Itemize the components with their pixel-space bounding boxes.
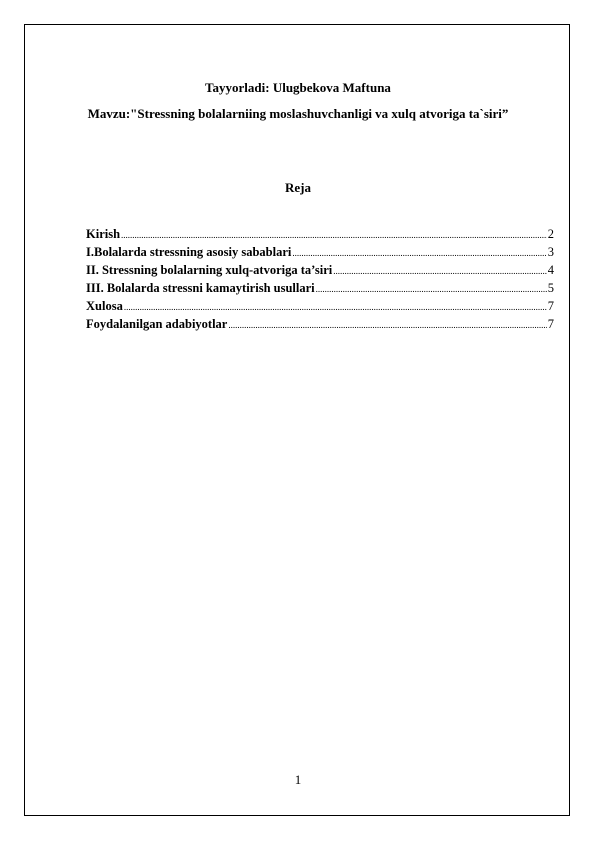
page-number: 1	[294, 772, 302, 787]
toc-dot-leader	[124, 302, 547, 312]
table-of-contents	[86, 227, 554, 335]
toc-entry-xulosa	[86, 299, 554, 317]
toc-entry-page: 5	[547, 281, 554, 295]
toc-dot-leader	[333, 266, 547, 276]
toc-entry-title: Xulosa	[86, 299, 123, 313]
toc-entry-title: Kirish	[86, 227, 121, 241]
toc-dot-leader	[292, 248, 546, 258]
toc-entry-title: III. Bolalarda stressni kamaytirish usullari	[86, 281, 315, 295]
topic-line: Mavzu:"Stressning bolalarniing moslashuvchanligi va xulq atvoriga ta`siri”	[87, 106, 509, 121]
toc-entry-page: 7	[547, 317, 554, 331]
toc-entry-kirish	[86, 227, 554, 245]
toc-entry-title: II. Stressning bolalarning xulq-atvoriga ta’siri	[86, 263, 333, 277]
toc-entry-page: 2	[547, 227, 554, 241]
toc-entry-section-1	[86, 245, 554, 263]
page-border	[24, 24, 570, 816]
toc-entry-references	[86, 317, 554, 335]
toc-dot-leader	[316, 284, 547, 294]
toc-entry-title: I.Bolalarda stressning asosiy sabablari	[86, 245, 292, 259]
toc-entry-title: Foydalanilgan adabiyotlar	[86, 317, 228, 331]
toc-entry-section-3	[86, 281, 554, 299]
toc-dot-leader	[121, 230, 547, 240]
toc-entry-page: 3	[547, 245, 554, 259]
toc-entry-page: 4	[547, 263, 554, 277]
author-line: Tayyorladi: Ulugbekova Maftuna	[205, 80, 391, 95]
plan-heading: Reja	[285, 180, 311, 195]
toc-entry-section-2	[86, 263, 554, 281]
toc-entry-page: 7	[547, 299, 554, 313]
toc-dot-leader	[228, 320, 546, 330]
